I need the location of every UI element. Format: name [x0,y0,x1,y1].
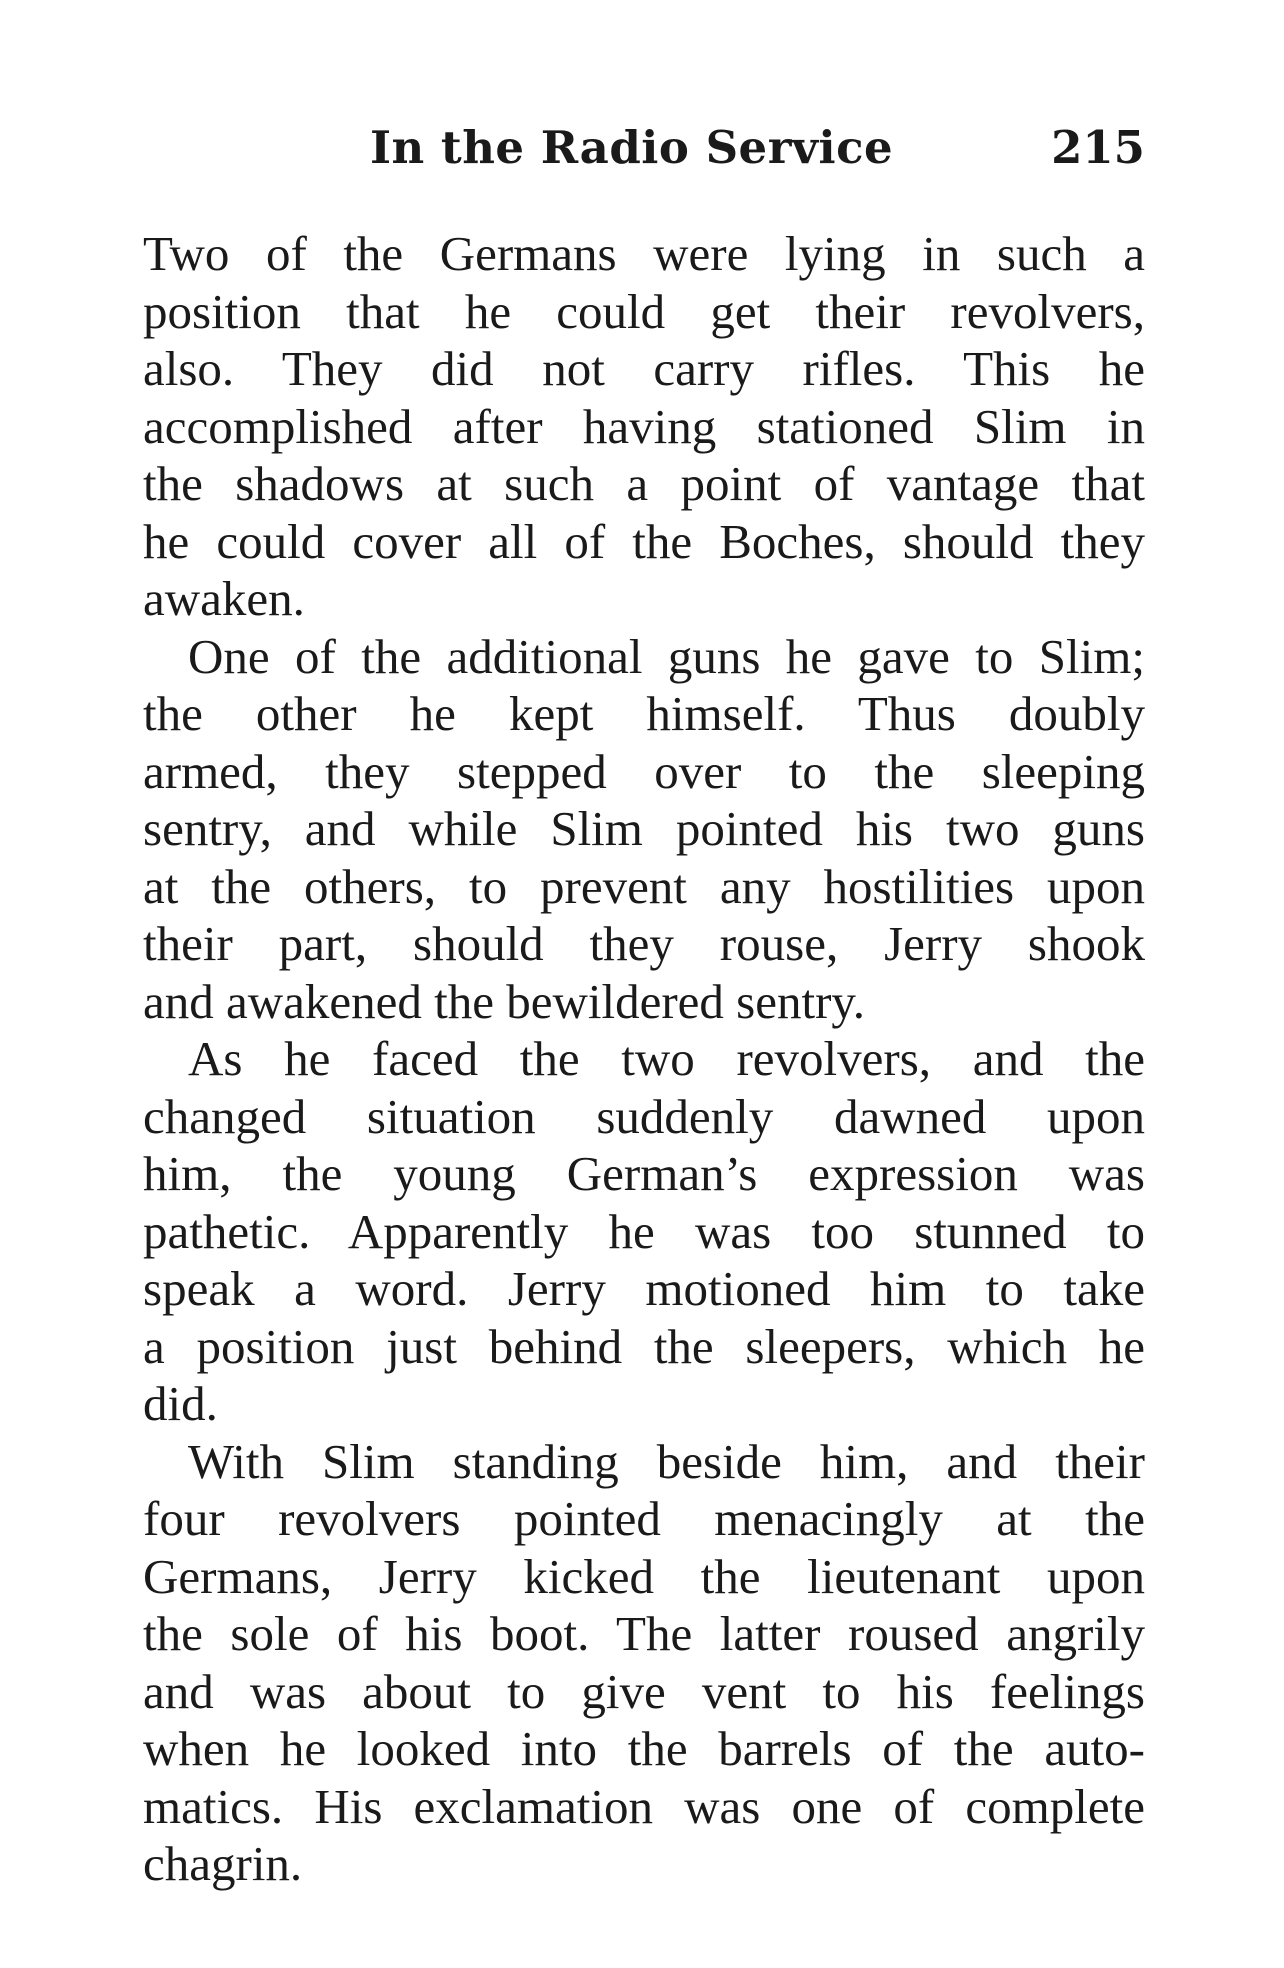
page-header [370,118,1145,178]
text-line: a position just behind the sleepers, which he [143,1318,1145,1374]
text-line: and awakened the bewildered sentry. [143,973,865,1029]
paragraph [143,1433,1145,1893]
paragraph [143,628,1145,1031]
text-line: the sole of his boot. The latter roused angrily [143,1606,1145,1661]
text-line: did. [143,1376,218,1431]
text-line: Germans, Jerry kicked the lieutenant upon [143,1548,1145,1604]
text-line: As he faced the two revolvers, and the [188,1031,1145,1086]
text-line: One of the additional guns he gave to Slim; [188,628,1145,684]
paragraph [143,225,1145,628]
text-line: matics. His exclamation was one of complete [143,1778,1145,1834]
text-line: also. They did not carry rifles. This he [143,341,1145,396]
running-title: In the Radio Service [370,121,894,174]
text-line: at the others, to prevent any hostilities upon [143,858,1145,914]
text-line: four revolvers pointed menacingly at the [143,1491,1145,1546]
paragraph [143,1030,1145,1433]
text-line: him, the young German’s expression was [143,1146,1145,1201]
text-line: the other he kept himself. Thus doubly [143,686,1145,741]
text-line: their part, should they rouse, Jerry shook [143,916,1145,971]
text-line: chagrin. [143,1836,303,1891]
text-line: With Slim standing beside him, and their [188,1433,1145,1489]
text-line: Two of the Germans were lying in such a [143,226,1145,281]
body-text [143,225,1145,1893]
text-line: position that he could get their revolvers, [143,283,1145,339]
text-line: sentry, and while Slim pointed his two guns [143,801,1145,856]
text-line: speak a word. Jerry motioned him to take [143,1261,1145,1316]
page-number: 215 [1051,121,1145,174]
text-line: armed, they stepped over to the sleeping [143,743,1145,799]
text-line: accomplished after having stationed Slim in [143,398,1145,454]
text-line: changed situation suddenly dawned upon [143,1088,1145,1144]
text-line: and was about to give vent to his feelings [143,1663,1145,1719]
text-line: when he looked into the barrels of the auto- [143,1721,1145,1776]
text-line: awaken. [143,571,305,626]
text-line: pathetic. Apparently he was too stunned to [143,1203,1145,1259]
text-line: the shadows at such a point of vantage that [143,456,1145,511]
text-line: he could cover all of the Boches, should they [143,513,1145,569]
